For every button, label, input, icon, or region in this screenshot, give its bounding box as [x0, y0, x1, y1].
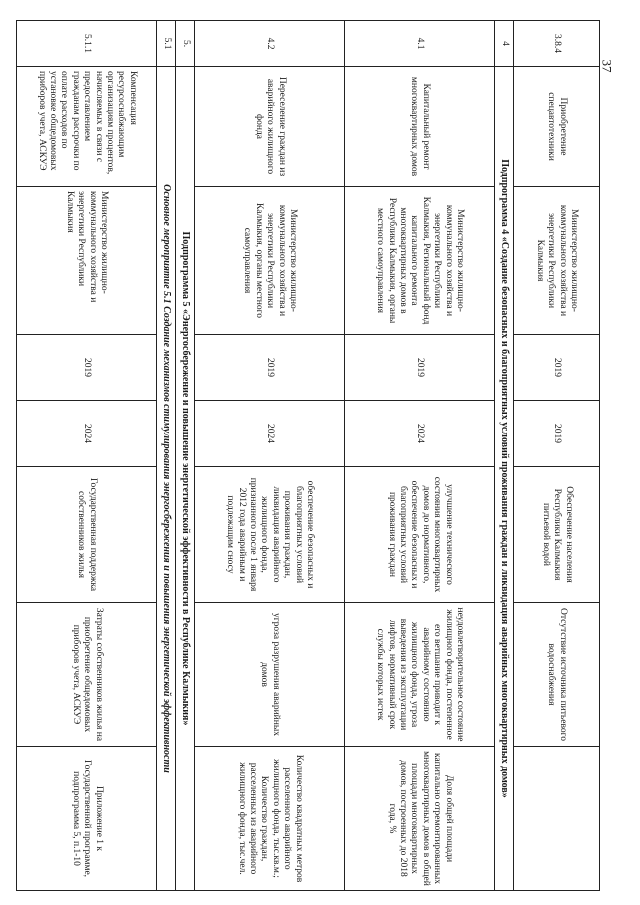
indicator: Доля общей площади капитально отремонтированных многоквартирных домов в общей площади многоквартирных домов, построенных до 2018 года, %	[345, 747, 495, 891]
page-number: 37	[599, 59, 615, 73]
row-number: 4.2	[195, 21, 345, 67]
table-row-3-8-4	[514, 21, 600, 891]
indicator: Количество квадратных метров расселенного аварийного жилищного фонда, тыс.кв.м.; Количество граждан, расселенных из аварийного жилищного фонда, тыс.чел.	[195, 747, 345, 891]
section-number: 4	[495, 21, 514, 67]
expected-result: обеспечение безопасных и благоприятных условий проживания граждан, ликвидация аварийного жилищного фонда, признанного после 1 января 2012 года аварийным и подлежащим сносу	[195, 467, 345, 603]
end-year: 2019	[514, 401, 600, 467]
consequence: Отсутствие источника питьевого водоснабжения	[514, 603, 600, 747]
row-number: 5.1.1	[17, 21, 157, 67]
measure-name: Компенсация ресурсоснабжающим организациям процентов, начисляемых в связи с предоставлением гражданам рассрочки по оплате расходов по установке общедомовых приборов учета, АСКУЭ	[17, 67, 157, 187]
consequence: Затраты собственников жилья на приобретение общедомовых приборов учета, АСКУЭ	[17, 603, 157, 747]
row-number: 3.8.4	[514, 21, 600, 67]
section-title: Основное мероприятие 5.1 Создание механизмов стимулирования энергосбережения и повышения энергетической эффективности	[157, 67, 176, 891]
executor: Министерство жилищно-коммунального хозяйства и энергетики Республики Калмыкия, органы местного самоуправления	[195, 187, 345, 335]
consequence: неудовлетворительное состояние жилищного фонда, постепенное его ветшание приводит к аварийному состоянию жилищного фонда, угроза выведения из эксплуатации лифтов, нормативный срок службы которых истек	[345, 603, 495, 747]
rotated-table-container	[20, 20, 600, 890]
document-table-wrapper	[20, 20, 600, 890]
section-row-5-1	[157, 21, 176, 891]
section-row-4	[495, 21, 514, 891]
start-year: 2019	[195, 335, 345, 401]
end-year: 2024	[17, 401, 157, 467]
end-year: 2024	[345, 401, 495, 467]
indicator: Приложение 1 к Государственной программе, подпрограмма 5, п.1-10	[17, 747, 157, 891]
table-row-5-1-1	[17, 21, 157, 891]
section-row-5	[176, 21, 195, 891]
measure-name: Переселение граждан из аварийного жилищного фонда	[195, 67, 345, 187]
executor: Министерство жилищно-коммунального хозяйства и энергетики Республики Калмыкия, Региональный фонд капитального ремонта многоквартирных домов в Республики Калмыкия, органы местного самоуправления	[345, 187, 495, 335]
start-year: 2019	[514, 335, 600, 401]
section-number: 5.	[176, 21, 195, 67]
measure-name: Капитальный ремонт многоквартирных домов	[345, 67, 495, 187]
start-year: 2019	[345, 335, 495, 401]
section-title: Подпрограмма 5 «Энергосбережение и повышение энергетической эффективности в Республике Калмыкия»	[176, 67, 195, 891]
start-year: 2019	[17, 335, 157, 401]
indicator	[514, 747, 600, 891]
expected-result: Обеспечение населения Республики Калмыкия питьевой водой	[514, 467, 600, 603]
table-row-4-2	[195, 21, 345, 891]
expected-result: улучшение технического состояния многоквартирных домов до нормативного, обеспечение безопасных и благоприятных условий проживания граждан	[345, 467, 495, 603]
table-row-4-1	[345, 21, 495, 891]
expected-result: Государственная поддержка собственников жилья	[17, 467, 157, 603]
measure-name: Приобретение спецавтотехники	[514, 67, 600, 187]
section-title: Подпрограмма 4 «Создание безопасных и благоприятных условий проживания граждан и ликвидация аварийных многоквартирных домов»	[495, 67, 514, 891]
row-number: 4.1	[345, 21, 495, 67]
program-measures-table	[16, 20, 600, 891]
executor: Министерство жилищно-коммунального хозяйства и энергетики Республики Калмыкия	[17, 187, 157, 335]
consequence: угроза разрушения аварийных домов	[195, 603, 345, 747]
executor: Министерство жилищно-коммунального хозяйства и энергетики Республики Калмыкия	[514, 187, 600, 335]
section-number: 5.1	[157, 21, 176, 67]
end-year: 2024	[195, 401, 345, 467]
